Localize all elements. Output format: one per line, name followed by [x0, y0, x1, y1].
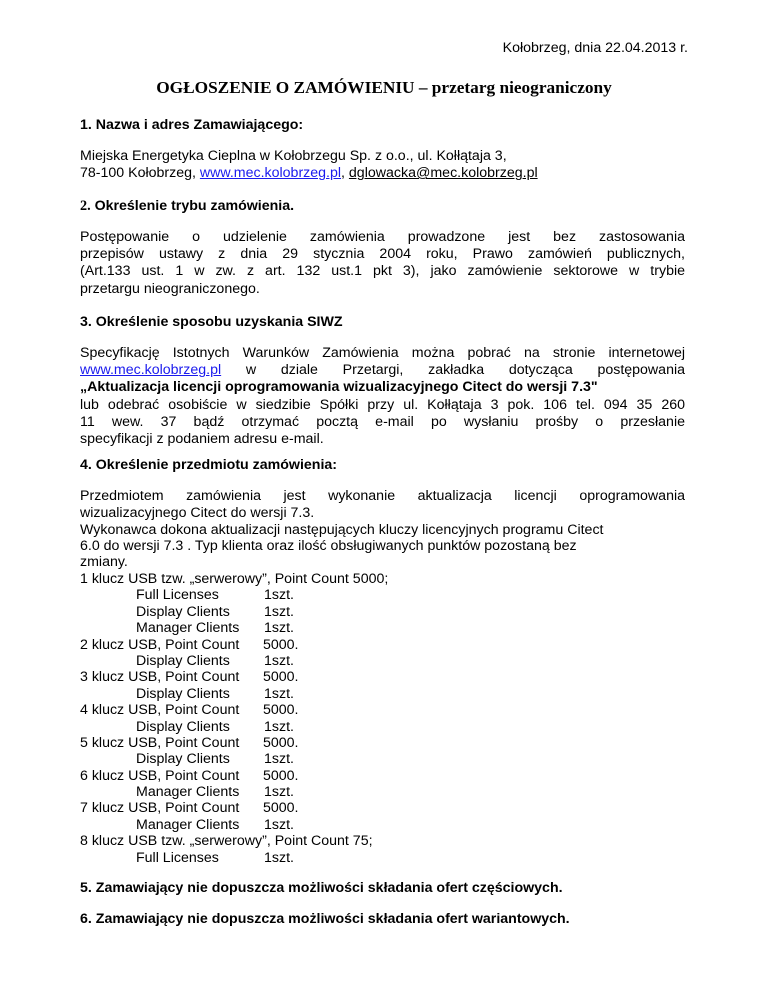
point-count: 5000. [263, 734, 299, 751]
license-key [80, 735, 685, 751]
license-qty: 1szt. [264, 685, 294, 702]
license-type: Full Licenses [136, 849, 219, 866]
paragraph-line-with-link [80, 362, 685, 379]
paragraph-line: Wykonawca dokona aktualizacji następujących kluczy licencyjnych programu Citect [80, 521, 604, 538]
point-count: 5000. [263, 636, 299, 653]
section-3-body [80, 345, 685, 448]
license-item [80, 653, 685, 669]
license-qty: 1szt. [264, 652, 294, 669]
separator-text: , [341, 165, 349, 182]
paragraph-line: przepisów ustawy z dnia 29 stycznia 2004 roku, Prawo zamówień publicznych, [80, 246, 685, 263]
license-qty: 1szt. [264, 784, 294, 801]
section-5-heading: 5. Zamawiający nie dopuszcza możliwości składania ofert częściowych. [80, 880, 563, 896]
license-key [80, 669, 685, 685]
license-type: Display Clients [136, 685, 230, 702]
section-4-body [80, 488, 685, 571]
paragraph-line: Specyfikację Istotnych Warunków Zamówienia można pobrać na stronie internetowej [80, 345, 685, 361]
license-item [80, 850, 685, 866]
paragraph-line: wizualizacyjnego Citect do wersji 7.3. [80, 505, 315, 522]
section-2-heading [80, 198, 685, 215]
paragraph-line: Przedmiotem zamówienia jest wykonanie aktualizacja licencji oprogramowania [80, 488, 685, 504]
email-link[interactable]: dglowacka@mec.kolobrzeg.pl [348, 165, 538, 182]
contractor-name-line: Miejska Energetyka Cieplna w Kołobrzegu Sp. z o.o., ul. Kołłątaja 3, [80, 148, 507, 164]
section-2-body [80, 229, 685, 298]
license-qty: 1szt. [264, 603, 294, 620]
license-type: Display Clients [136, 718, 230, 735]
license-key [80, 702, 685, 718]
license-item [80, 620, 685, 636]
license-type: Manager Clients [136, 784, 240, 801]
section-1-body [80, 148, 685, 182]
point-count: 5000. [263, 800, 299, 817]
paragraph-line: (Art.133 ust. 1 w zw. z art. 132 ust.1 pkt 3), jako zamówienie sektorowe w trybie [80, 263, 685, 280]
license-key: 1 klucz USB tzw. „serwerowy”, Point Count 5000; [80, 571, 389, 587]
place-date: Kołobrzeg, dnia 22.04.2013 r. [502, 40, 688, 56]
paragraph-line: lub odebrać osobiście w siedzibie Spółki przy ul. Kołłątaja 3 pok. 106 tel. 094 35 260 [80, 396, 685, 413]
point-count: 5000. [263, 669, 299, 686]
license-qty: 1szt. [264, 849, 294, 866]
license-item [80, 587, 685, 603]
license-type: Manager Clients [136, 620, 240, 637]
license-qty: 1szt. [264, 718, 294, 735]
license-key-label: 6 klucz USB, Point Count [80, 767, 240, 784]
license-key-label: 7 klucz USB, Point Count [80, 800, 240, 817]
license-type: Full Licenses [136, 587, 219, 604]
license-key: 8 klucz USB tzw. „serwerowy”, Point Count 75; [80, 833, 373, 850]
paragraph-line: specyfikacji z podaniem adresu e-mail. [80, 430, 324, 447]
license-type: Display Clients [136, 751, 230, 768]
license-key-label: 3 klucz USB, Point Count [80, 669, 240, 686]
license-item [80, 604, 685, 620]
procurement-title: „Aktualizacja licencji oprogramowania wizualizacyjnego Citect do wersji 7.3" [80, 379, 598, 396]
license-key-label: 4 klucz USB, Point Count [80, 702, 240, 719]
paragraph-text: w dziale Przetargi, zakładka dotycząca postępowania [221, 362, 685, 379]
license-item [80, 686, 685, 702]
license-item [80, 784, 685, 800]
license-qty: 1szt. [264, 751, 294, 768]
license-qty: 1szt. [264, 816, 294, 833]
paragraph-line: Postępowanie o udzielenie zamówienia prowadzone jest bez zastosowania [80, 229, 685, 245]
address-text: 78-100 Kołobrzeg, [80, 165, 200, 182]
section-6-heading: 6. Zamawiający nie dopuszcza możliwości składania ofert wariantowych. [80, 911, 570, 927]
paragraph-line: 6.0 do wersji 7.3 . Typ klienta oraz ilość obsługiwanych punktów pozostaną bez [80, 537, 577, 554]
license-type: Display Clients [136, 603, 230, 620]
website-link[interactable]: www.mec.kolobrzeg.pl [199, 165, 342, 182]
section-1-heading: 1. Nazwa i adres Zamawiającego: [80, 117, 304, 133]
website-link-2[interactable]: www.mec.kolobrzeg.pl [80, 362, 222, 379]
license-key [80, 637, 685, 653]
license-key [80, 800, 685, 816]
paragraph-line: przetargu nieograniczonego. [80, 280, 260, 297]
section-2-number: 2. [80, 198, 91, 214]
license-qty: 1szt. [264, 587, 294, 604]
license-key-label: 2 klucz USB, Point Count [80, 636, 240, 653]
license-key [80, 768, 685, 784]
license-key-list [80, 571, 685, 866]
paragraph-line: 11 wew. 37 bądź otrzymać pocztą e-mail po wysłaniu prośby o przesłanie [80, 413, 685, 430]
section-3-heading: 3. Określenie sposobu uzyskania SIWZ [80, 314, 343, 330]
section-2-title: Określenie trybu zamówienia. [90, 198, 295, 214]
license-item [80, 817, 685, 833]
license-item [80, 719, 685, 735]
license-type: Manager Clients [136, 816, 240, 833]
license-key-label: 5 klucz USB, Point Count [80, 734, 240, 751]
license-qty: 1szt. [264, 620, 294, 637]
paragraph-line: zmiany. [80, 554, 128, 571]
point-count: 5000. [263, 767, 299, 784]
section-4-heading: 4. Określenie przedmiotu zamówienia: [80, 457, 338, 473]
license-item [80, 751, 685, 767]
contractor-address-line [80, 165, 685, 182]
license-type: Display Clients [136, 652, 230, 669]
point-count: 5000. [263, 702, 299, 719]
page-title: OGŁOSZENIE O ZAMÓWIENIU – przetarg nieograniczony [156, 78, 612, 97]
